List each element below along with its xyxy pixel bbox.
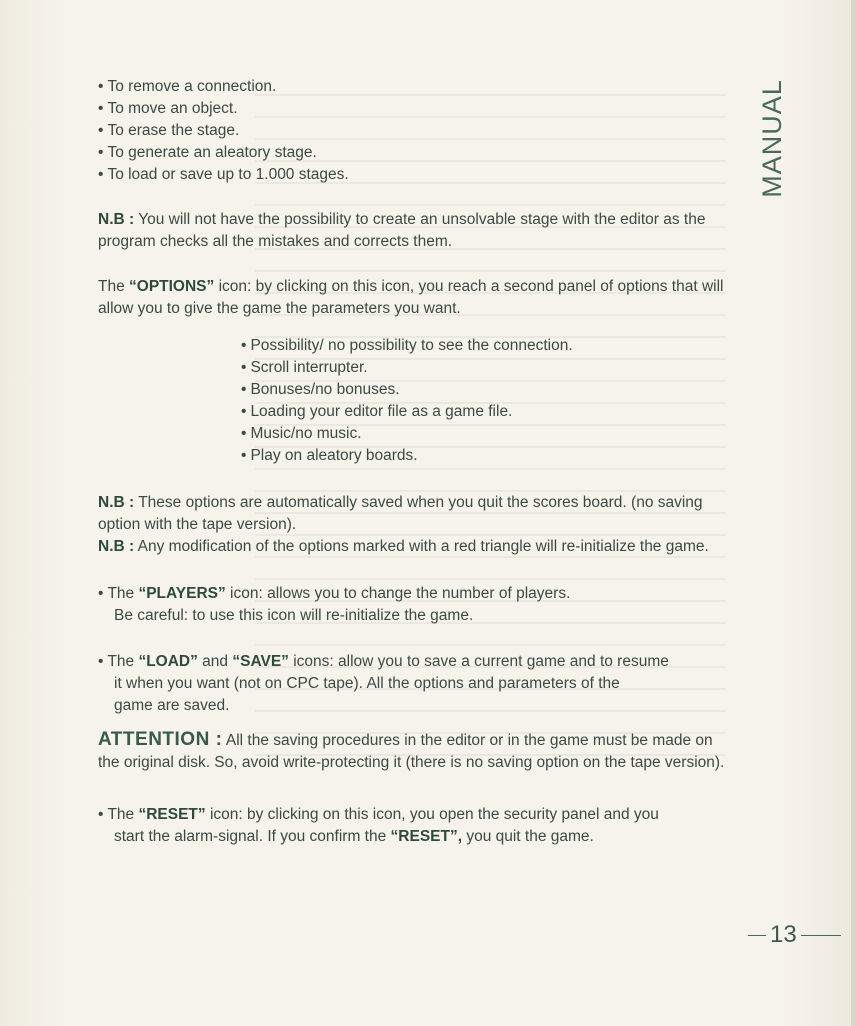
list-item: • Bonuses/no bonuses. [241, 381, 400, 398]
players-paragraph: • The “PLAYERS” icon: allows you to change the number of players. [98, 585, 571, 602]
attention-paragraph: ATTENTION : All the saving procedures in the editor or in the game must be made on the original disk. So, avoid write-protecting it (there is no saving option on the tape version). [98, 729, 725, 771]
reset-paragraph: • The “RESET” icon: by clicking on this icon, you open the security panel and you [98, 806, 659, 823]
nb-note-options-saved: N.B : These options are automatically saved when you quit the scores board. (no saving option with the tape version). [98, 494, 703, 533]
reset-line-2: start the alarm-signal. If you confirm the “RESET”, you quit the game. [114, 828, 594, 845]
page-content [98, 76, 728, 848]
list-item: • To remove a connection. [98, 78, 277, 95]
options-paragraph: The “OPTIONS” icon: by clicking on this icon, you reach a second panel of options that will allow you to give the game the parameters you want. [98, 278, 724, 317]
list-item: • Music/no music. [241, 425, 362, 442]
page-number-rule-right [801, 935, 841, 936]
nb-note-editor: N.B : You will not have the possibility to create an unsolvable stage with the editor as the program checks all the mistakes and corrects them. [98, 211, 706, 250]
load-save-line-2: it when you want (not on CPC tape). All the options and parameters of the [114, 675, 620, 692]
page-edge [851, 0, 855, 1026]
nb-note-red-triangle: N.B : Any modification of the options marked with a red triangle will re-initialize the game. [98, 538, 709, 555]
list-item: • To move an object. [98, 100, 238, 117]
list-item: • To erase the stage. [98, 122, 240, 139]
list-item: • Play on aleatory boards. [241, 447, 418, 464]
editor-feature-list [98, 76, 728, 186]
side-title-text: MANUAL [756, 78, 787, 198]
page-number-rule-left [748, 935, 766, 936]
side-title [752, 78, 792, 198]
load-save-line-3: game are saved. [114, 697, 230, 714]
list-item: • Loading your editor file as a game file. [241, 403, 513, 420]
page-number [748, 920, 855, 950]
load-save-paragraph: • The “LOAD” and “SAVE” icons: allow you to save a current game and to resume [98, 653, 669, 670]
list-item: • Scroll interrupter. [241, 359, 368, 376]
page-number-text: 13 [770, 921, 797, 948]
players-warning: Be careful: to use this icon will re-initialize the game. [114, 607, 474, 624]
options-list [98, 335, 728, 467]
list-item: • To generate an aleatory stage. [98, 144, 317, 161]
list-item: • Possibility/ no possibility to see the connection. [241, 337, 573, 354]
list-item: • To load or save up to 1.000 stages. [98, 166, 349, 183]
